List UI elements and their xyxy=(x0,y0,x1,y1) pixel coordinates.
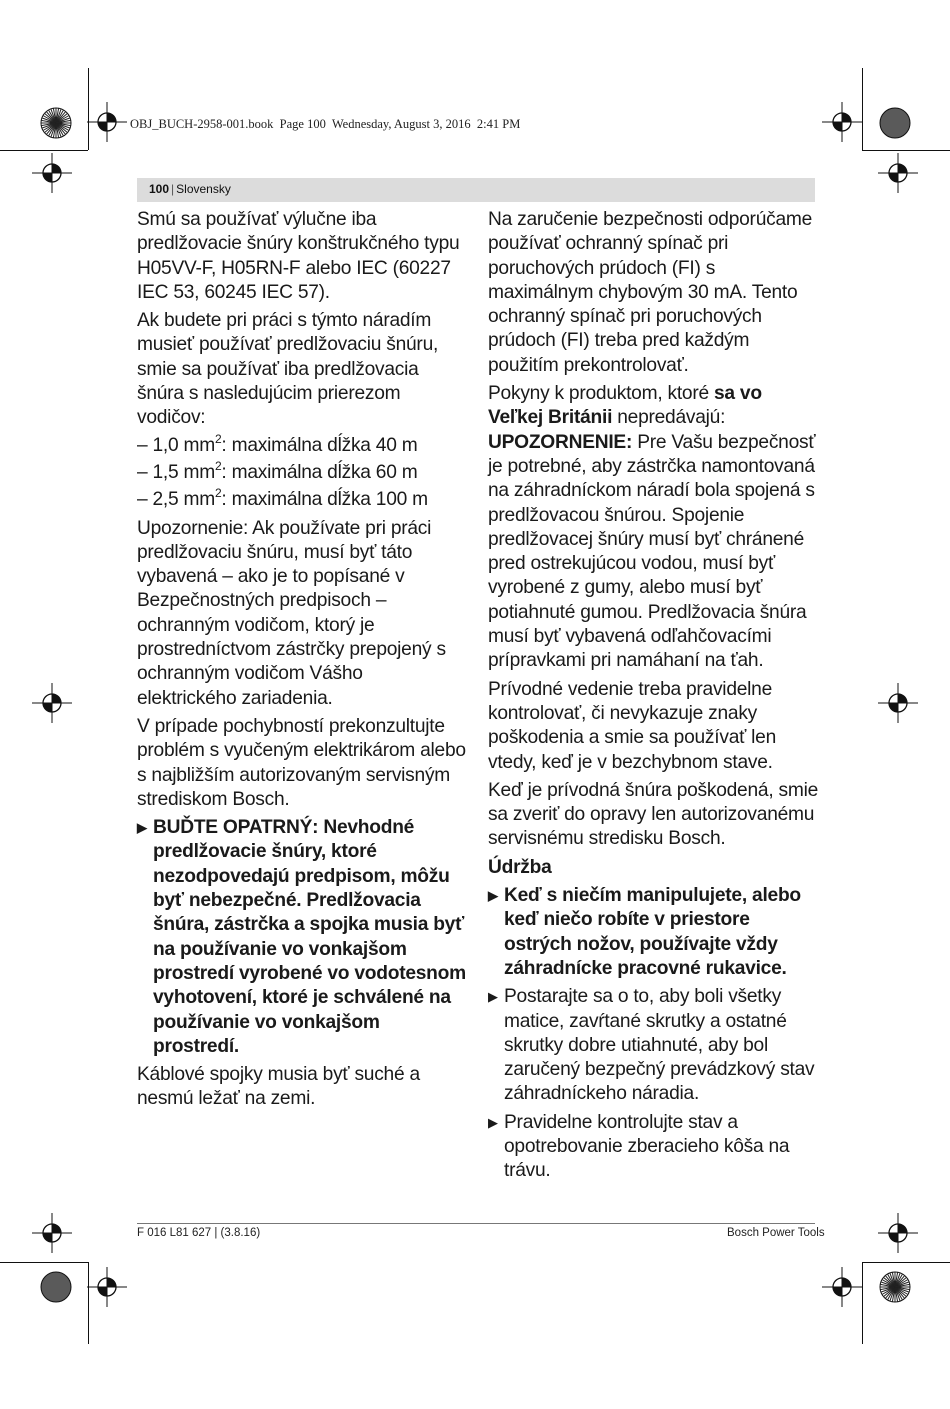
caution-label: UPOZORNENIE: xyxy=(488,431,633,453)
footer-rule xyxy=(137,1223,815,1224)
list-item: – 2,5 $mm^2$: maximálna dĺžka 100 m xyxy=(137,486,428,511)
starburst-registration-icon xyxy=(878,1270,912,1304)
registration-crosshair-icon xyxy=(878,1213,918,1253)
paragraph-repair: Keď je prívodná šnúra poškodená, smie sa zveriť do opravy len autorizovanému servisnému stredisku Bosch. xyxy=(488,779,818,850)
list-item: ▶ Postarajte sa o to, aby boli všetky matice, zavŕtané skrutky a ostatné skrutky dobre utiahnuté, aby bol zaručený bezpečný prevádzkový stav záhradníckeho náradia. xyxy=(488,986,815,1105)
paragraph-uk-note: Pokyny k produktom, ktoré sa vo Veľkej Británii nepredávajú: UPOZORNENIE: Pre Vašu bezpečnosť je potrebné, aby zástrčka namontovaná na záhradníckom náradí bola spojená s predlžovacou šnúrou. Spojenie predlžovacej šnúry musí byť chránené pred ostrekujúcou vodou, musí byť vyrobené z gumy, alebo musí byť potiahnuté gumou. Predlžovacia šnúra musí byť vybavená odľahčovacími prípravkami pri namáhaní na ťah. xyxy=(488,383,816,672)
bullet-marker-icon: ▶ xyxy=(488,1114,498,1130)
bullet-marker-icon: ▶ xyxy=(488,888,498,904)
list-item: – 1,5 $mm^2$: maximálna dĺžka 60 m xyxy=(137,458,418,483)
page-header-text xyxy=(149,182,231,196)
registration-crosshair-icon xyxy=(822,102,862,142)
crop-line xyxy=(862,1262,950,1263)
registration-crosshair-icon xyxy=(878,153,918,193)
footer-document-id: F 016 L81 627 | (3.8.16) xyxy=(137,1227,261,1239)
footer-brand: Bosch Power Tools xyxy=(727,1227,825,1239)
warning-text: BUĎTE OPATRNÝ: Nevhodné predlžovacie šnúry, ktoré nezodpovedajú predpisom, môžu byť nebezpečné. Predlžovacia šnúra, zástrčka a spojka musia byť na používanie vo vonkajšom prostredí vyrobené vo vodotesnom vyhotovení, ktoré je schválené na používanie vo vonkajšom prostredí. xyxy=(153,817,466,1057)
crop-line xyxy=(0,1262,88,1263)
paragraph-extension-cord: Ak budete pri práci s týmto náradím musieť používať predlžovaciu šnúru, smie sa používať iba predlžovacia šnúra s nasledujúcim prierezom vodičov: xyxy=(137,310,439,429)
section-heading-maintenance: Údržba xyxy=(488,856,552,878)
left-column xyxy=(137,208,467,1116)
paragraph-consult: V prípade pochybností prekonzultujte problém s vyučeným elektrikárom alebo s najbližším autorizovaným servisným strediskom Bosch. xyxy=(137,715,466,810)
crop-line xyxy=(0,150,88,151)
page-number: 100 xyxy=(149,182,170,196)
color-bar-dot-icon xyxy=(39,1270,73,1304)
bullet-marker-icon: ▶ xyxy=(488,989,498,1005)
crop-line xyxy=(88,68,89,150)
color-bar-dot-icon xyxy=(878,106,912,140)
page-header xyxy=(137,178,815,202)
bullet-marker-icon: ▶ xyxy=(137,820,147,836)
list-item: – 1,0 $mm^2$: maximálna dĺžka 40 m xyxy=(137,431,418,456)
paragraph-note: Upozornenie: Ak používate pri práci predlžovaciu šnúru, musí byť táto vybavená – ako je to popísané v Bezpečnostných predpisoch – ochranným vodičom, ktorý je prostredníctvom zástrčky prepojený s ochranným vodičom Vášho elektrického zariadenia. xyxy=(137,517,446,709)
paragraph-couplings: Káblové spojky musia byť suché a nesmú ležať na zemi. xyxy=(137,1064,420,1110)
warning-bullet xyxy=(137,816,467,1059)
crop-line xyxy=(862,150,950,151)
crop-line xyxy=(88,1262,89,1344)
registration-crosshair-icon xyxy=(87,1267,127,1307)
registration-crosshair-icon xyxy=(822,1267,862,1307)
crop-line xyxy=(862,68,863,150)
registration-crosshair-icon xyxy=(32,1213,72,1253)
header-language: Slovensky xyxy=(176,182,231,196)
registration-crosshair-icon xyxy=(32,683,72,723)
registration-crosshair-icon xyxy=(878,683,918,723)
book-slug: OBJ_BUCH-2958-001.book Page 100 Wednesday, August 3, 2016 2:41 PM xyxy=(130,117,521,131)
paragraph-cable-types: Smú sa používať výlučne iba predlžovacie šnúry konštrukčného typu H05VV-F, H05RN-F alebo IEC (60227 IEC 53, 60245 IEC 57). xyxy=(137,209,460,303)
list-item: ▶ Pravidelne kontrolujte stav a opotrebovanie zberacieho kôša na trávu. xyxy=(488,1111,790,1182)
right-column xyxy=(488,208,818,1188)
crop-line xyxy=(862,1262,863,1344)
starburst-registration-icon xyxy=(39,106,73,140)
paragraph-inspection: Prívodné vedenie treba pravidelne kontrolovať, či nevykazuje znaky poškodenia a smie sa používať len vtedy, keď je v bezchybnom stave. xyxy=(488,678,777,773)
list-item: ▶ Keď s niečím manipulujete, alebo keď niečo robíte v priestore ostrých nožov, používajte vždy záhradnícke pracovné rukavice. xyxy=(488,885,801,979)
paragraph-rcd: Na zaručenie bezpečnosti odporúčame používať ochranný spínač pri poruchových prúdoch (FI) s maximálnym chybovým 30 mA. Tento ochranný spínač pri poruchových prúdoch (FI) treba pred každým použitím prekontrolovať. xyxy=(488,209,813,376)
header-separator: | xyxy=(171,182,175,196)
registration-crosshair-icon xyxy=(32,153,72,193)
registration-crosshair-icon xyxy=(87,102,127,142)
